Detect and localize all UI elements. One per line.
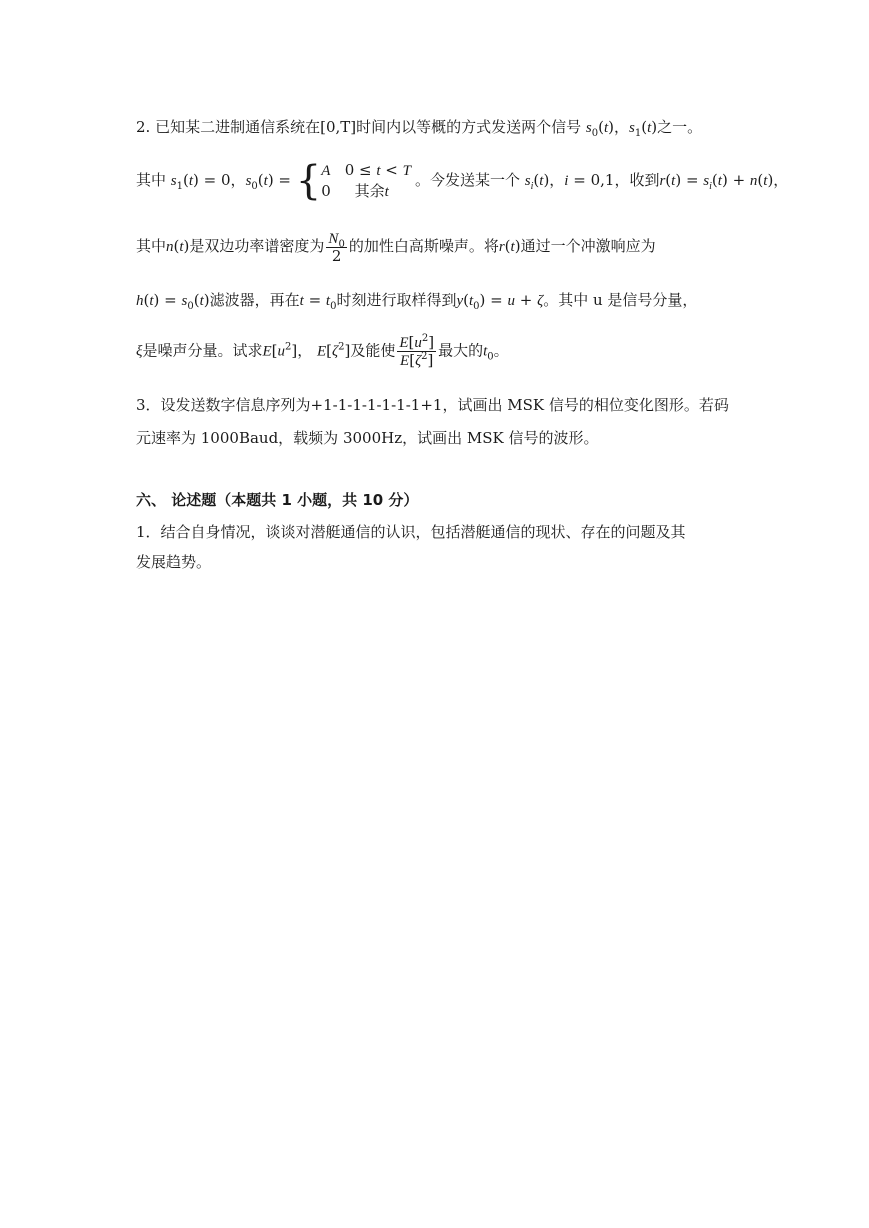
- q2-line-4: $h(t) = s_0(t)$滤波器，再在$t = t_0$时刻进行取样得到$y(t_0) = u + \zeta$。其中 u 是信号分量，: [136, 291, 698, 312]
- piecewise-cases: A 0 ≤ t < T 0 其余t: [321, 161, 411, 200]
- q2-line-2: 其中 $s_1(t) = 0$，$s_0(t)$ = { A 0 ≤ t < T 0 其余t 。今发送某一个 $s_i(t)$，i = 0,1，收到$r(t) = s_i(t) + n(t)$，: [136, 158, 789, 204]
- fraction-n0-over-2: $\frac{N_0}{2}$: [328, 231, 345, 265]
- section-6-heading: 六、 论述题（本题共 1 小题，共 10 分）: [136, 491, 419, 509]
- s6-q1-line-2: 发展趋势。: [136, 553, 212, 571]
- q2-line-3: 其中n(t)是双边功率谱密度为 $\frac{N_0}{2}$ 的加性白高斯噪声。将r(t)通过一个冲激响应为: [136, 231, 656, 265]
- q3-line-1: 3．设发送数字信息序列为+1-1-1-1-1-1-1+1，试画出 MSK 信号的相位变化图形。若码: [136, 396, 729, 414]
- q3-line-2: 元速率为 1000Baud，载频为 3000Hz，试画出 MSK 信号的波形。: [136, 429, 599, 447]
- fraction-snr: $\frac{E[u^2]}{E[\zeta^2]}$: [399, 333, 435, 369]
- q2-line-5: ξ是噪声分量。试求$E[u^2]$， $E[\zeta^2]$及能使 $\frac{E[u^2]}{E[\zeta^2]}$ 最大的$t_0$。: [136, 333, 509, 369]
- s6-q1-line-1: 1．结合自身情况，谈谈对潜艇通信的认识，包括潜艇通信的现状、存在的问题及其: [136, 523, 686, 541]
- q2-number: 2.: [136, 118, 151, 136]
- q2-line-1: 2. 已知某二进制通信系统在[0,T]时间内以等概的方式发送两个信号 $s_0(t)$，$s_1(t)$之一。: [136, 118, 703, 139]
